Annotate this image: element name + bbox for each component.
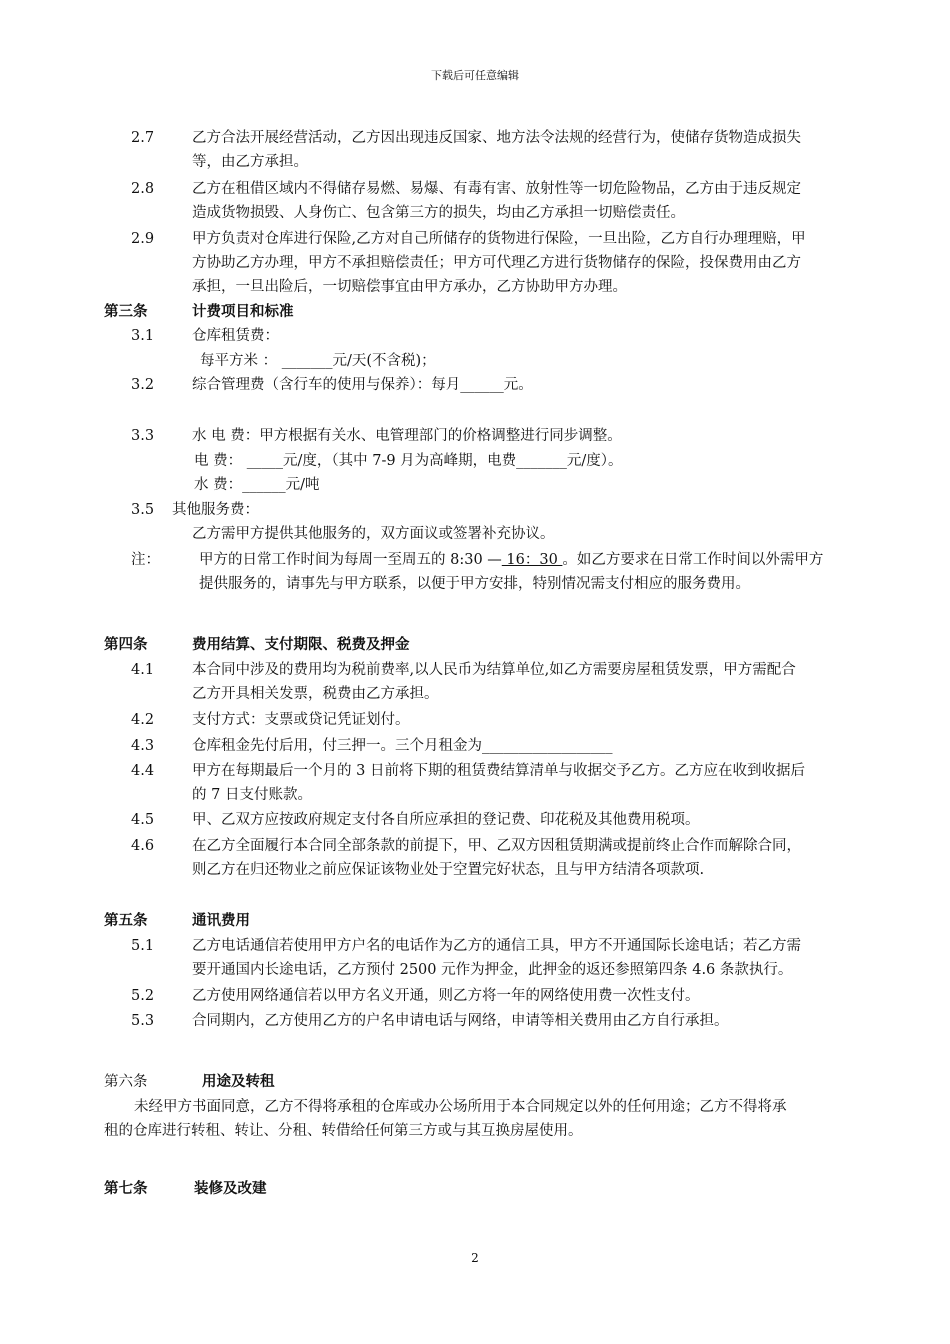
item-text: 乙方使用网络通信若以甲方名义开通，则乙方将一年的网络使用费一次性支付。 [192, 988, 700, 1004]
item-text: 水 电 费：甲方根据有关水、电管理部门的价格调整进行同步调整。 [192, 428, 622, 444]
paragraph-text: 租的仓库进行转租、转让、分租、转借给任何第三方或与其互换房屋使用。 [104, 1123, 583, 1139]
fill-blank: _____ [246, 453, 283, 469]
item-number: 5.1 [131, 938, 155, 954]
item-number: 2.8 [131, 181, 155, 197]
article-title: 用途及转租 [202, 1073, 275, 1090]
fill-blank: __________________ [482, 738, 613, 754]
item-text: 在乙方全面履行本合同全部条款的前提下，甲、乙双方因租赁期满或提前终止合作而解除合同， [192, 838, 801, 854]
item-number: 3.5 [131, 502, 155, 518]
page-number: 2 [471, 1251, 479, 1265]
note-text-part: 甲方的日常工作时间为每周一至周五的 8:30 — [199, 552, 502, 568]
page-header: 下载后可任意编辑 [431, 69, 519, 82]
item-text: 乙方在租借区域内不得储存易燃、易爆、有毒有害、放射性等一切危险物品，乙方由于违反规定 [192, 181, 801, 197]
fee-unit: 元/吨 [285, 477, 320, 493]
note-text-part: 。如乙方要求在日常工作时间以外需甲方 [562, 552, 824, 568]
article-title: 装修及改建 [194, 1180, 267, 1197]
item-text: 乙方需甲方提供其他服务的，双方面议或签署补充协议。 [192, 526, 555, 542]
fee-label: 水 费： [194, 477, 243, 493]
item-text: 乙方电话通信若使用甲方户名的电话作为乙方的通信工具，甲方不开通国际长途电话；若乙方需 [192, 938, 801, 954]
item-text: 支付方式：支票或贷记凭证划付。 [192, 712, 410, 728]
article-label: 第三条 [104, 303, 148, 320]
note-label: 注： [131, 552, 160, 568]
item-text: 造成货物损毁、人身伤亡、包含第三方的损失，均由乙方承担一切赔偿责任。 [192, 205, 685, 221]
article-label: 第五条 [104, 912, 148, 929]
item-text: 的 7 日支付账款。 [192, 787, 312, 803]
article-title: 计费项目和标准 [192, 303, 294, 320]
item-text: 甲方在每期最后一个月的 3 日前将下期的租赁费结算清单与收据交予乙方。乙方应在收到收据后 [192, 763, 805, 779]
item-number: 4.4 [131, 763, 155, 779]
rate-unit: 元/天(不含税)； [332, 353, 436, 369]
fill-blank: _______ [281, 353, 333, 369]
item-text: 等，由乙方承担。 [192, 154, 308, 170]
note-text [199, 548, 823, 572]
item-text-part: 仓库租金先付后用，付三押一。三个月租金为 [192, 738, 482, 754]
item-text: 合同期内，乙方使用乙方的户名申请电话与网络，申请等相关费用由乙方自行承担。 [192, 1013, 729, 1029]
note-text: 提供服务的，请事先与甲方联系，以便于甲方安排，特别情况需支付相应的服务费用。 [199, 576, 750, 592]
item-text: 本合同中涉及的费用均为税前费率,以人民币为结算单位,如乙方需要房屋租赁发票，甲方需配合 [192, 662, 796, 678]
item-text: 乙方开具相关发票，税费由乙方承担。 [192, 686, 439, 702]
fee-label: 电 费： [194, 453, 243, 469]
item-text: 方协助乙方办理，甲方不承担赔偿责任；甲方可代理乙方进行货物储存的保险，投保费用由乙方 [192, 255, 801, 271]
item-number: 5.3 [131, 1013, 155, 1029]
fee-unit: 元。 [503, 377, 533, 393]
fill-blank: _______ [516, 453, 567, 469]
rate-line [200, 349, 436, 373]
item-number: 4.1 [131, 662, 155, 678]
item-number: 3.2 [131, 377, 155, 393]
fill-blank: ______ [460, 377, 504, 393]
item-number: 4.5 [131, 812, 155, 828]
item-text: 甲、乙双方应按政府规定支付各自所应承担的登记费、印花税及其他费用税项。 [192, 812, 700, 828]
item-number: 2.7 [131, 130, 155, 146]
item-text: 则乙方在归还物业之前应保证该物业处于空置完好状态，且与甲方结清各项款项. [192, 862, 705, 878]
item-text [192, 734, 613, 758]
item-text: 仓库租赁费： [192, 328, 279, 344]
item-number: 2.9 [131, 231, 155, 247]
item-number: 3.3 [131, 428, 155, 444]
electricity-line [194, 449, 623, 473]
article-title: 费用结算、支付期限、税费及押金 [192, 636, 410, 653]
fee-text: 元/度，（其中 7-9 月为高峰期，电费 [282, 453, 517, 469]
item-text: 甲方负责对仓库进行保险,乙方对自己所储存的货物进行保险，一旦出险，乙方自行办理理赔，甲 [192, 231, 806, 247]
article-title: 通讯费用 [192, 912, 250, 929]
article-label: 第七条 [104, 1180, 148, 1197]
item-number: 4.2 [131, 712, 155, 728]
water-line [194, 473, 320, 497]
item-number: 5.2 [131, 988, 155, 1004]
fee-unit: 元/度）。 [566, 453, 623, 469]
item-text: 要开通国内长途电话，乙方预付 2500 元作为押金，此押金的返还参照第四条 4.6 条款执行。 [192, 962, 793, 978]
item-text [192, 373, 533, 397]
rate-label: 每平方米 ： [200, 353, 278, 369]
paragraph-text: 未经甲方书面同意，乙方不得将承租的仓库或办公场所用于本合同规定以外的任何用途；乙方不得将承 [134, 1099, 787, 1115]
fee-label: 综合管理费（含行车的使用与保养）：每月 [192, 377, 461, 393]
article-label: 第六条 [104, 1074, 148, 1090]
item-number: 3.1 [131, 328, 155, 344]
item-text: 其他服务费： [172, 502, 259, 518]
note-time: 16：30 [501, 552, 563, 568]
item-number: 4.3 [131, 738, 155, 754]
item-number: 4.6 [131, 838, 155, 854]
item-text: 乙方合法开展经营活动，乙方因出现违反国家、地方法令法规的经营行为，使储存货物造成损失 [192, 130, 801, 146]
article-label: 第四条 [104, 636, 148, 653]
fill-blank: ______ [242, 477, 286, 493]
item-text: 承担，一旦出险后，一切赔偿事宜由甲方承办，乙方协助甲方办理。 [192, 279, 627, 295]
